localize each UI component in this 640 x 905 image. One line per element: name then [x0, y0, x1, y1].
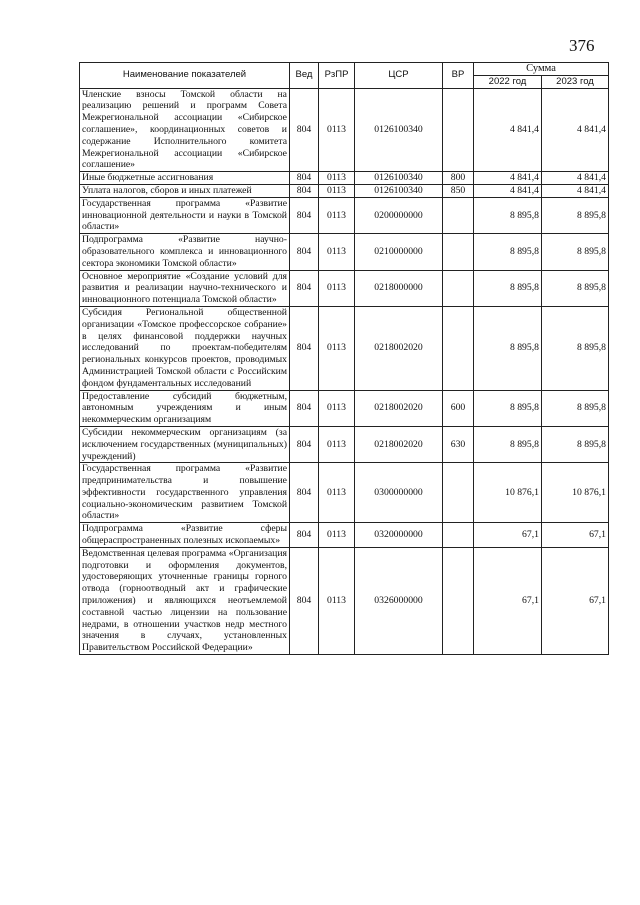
cell-ved: 804	[290, 88, 319, 172]
cell-ved: 804	[290, 547, 319, 654]
cell-ved: 804	[290, 270, 319, 306]
table-row	[80, 197, 609, 233]
cell-sum-2022: 8 895,8	[474, 234, 542, 270]
budget-table	[79, 62, 609, 655]
cell-ved: 804	[290, 184, 319, 197]
cell-sum-2022: 10 876,1	[474, 463, 542, 523]
header-csr: ЦСР	[355, 63, 443, 89]
cell-sum-2022: 8 895,8	[474, 306, 542, 390]
cell-csr: 0218002020	[355, 306, 443, 390]
cell-name: Субсидии некоммерческим организациям (за исключением государственных (муниципальных) учреждений)	[80, 426, 290, 462]
cell-sum-2022: 4 841,4	[474, 184, 542, 197]
cell-ved: 804	[290, 234, 319, 270]
cell-csr: 0300000000	[355, 463, 443, 523]
table-row	[80, 306, 609, 390]
cell-name: Субсидия Региональной общественной организации «Томское профессорское собрание» в целях финансовой поддержки научных исследований по проектам-победителям региональных конкурсов проектов, проводимых Администрацией Томской области с Российским фондом фундаментальных исследований	[80, 306, 290, 390]
cell-name: Основное мероприятие «Создание условий для развития и реализации научно-технического и инновационного потенциала Томской области»	[80, 270, 290, 306]
cell-csr: 0320000000	[355, 523, 443, 548]
cell-name: Иные бюджетные ассигнования	[80, 172, 290, 185]
cell-ved: 804	[290, 306, 319, 390]
cell-name: Ведомственная целевая программа «Организация подготовки и оформления документов, удостоверяющих уточненные границы горного отвода (горноотводный акт и графические приложения) и являющихся неотъемлемой составной частью лицензии на пользование недрами, в отношении участков недр местного значения в случаях, установленных Правительством Российской Федерации»	[80, 547, 290, 654]
cell-sum-2023: 8 895,8	[542, 306, 609, 390]
header-year-2022: 2022 год	[474, 75, 542, 88]
table-row	[80, 270, 609, 306]
cell-vr	[443, 547, 474, 654]
cell-sum-2023: 4 841,4	[542, 172, 609, 185]
cell-name: Государственная программа «Развитие инновационной деятельности и науки в Томской области»	[80, 197, 290, 233]
header-row	[80, 63, 609, 76]
cell-sum-2023: 4 841,4	[542, 184, 609, 197]
cell-sum-2022: 8 895,8	[474, 197, 542, 233]
cell-vr: 600	[443, 390, 474, 426]
cell-vr	[443, 270, 474, 306]
table-row	[80, 426, 609, 462]
cell-ved: 804	[290, 197, 319, 233]
cell-rzpr: 0113	[319, 184, 355, 197]
cell-ved: 804	[290, 426, 319, 462]
cell-rzpr: 0113	[319, 234, 355, 270]
cell-vr	[443, 197, 474, 233]
cell-csr: 0218002020	[355, 426, 443, 462]
cell-csr: 0326000000	[355, 547, 443, 654]
cell-name: Государственная программа «Развитие предпринимательства и повышение эффективности государственного управления социально-экономическим развитием Томской области»	[80, 463, 290, 523]
cell-name: Подпрограмма «Развитие научно-образовательного комплекса и инновационного сектора экономики Томской области»	[80, 234, 290, 270]
page-number: 376	[569, 36, 595, 55]
cell-rzpr: 0113	[319, 172, 355, 185]
cell-csr: 0126100340	[355, 88, 443, 172]
header-rzpr: РзПР	[319, 63, 355, 89]
cell-rzpr: 0113	[319, 463, 355, 523]
header-year-2023: 2023 год	[542, 75, 609, 88]
cell-sum-2023: 67,1	[542, 523, 609, 548]
cell-rzpr: 0113	[319, 523, 355, 548]
cell-vr	[443, 88, 474, 172]
header-sum: Сумма	[474, 63, 609, 76]
cell-sum-2023: 8 895,8	[542, 197, 609, 233]
cell-name: Уплата налогов, сборов и иных платежей	[80, 184, 290, 197]
table-row	[80, 523, 609, 548]
cell-vr	[443, 306, 474, 390]
header-vr: ВР	[443, 63, 474, 89]
cell-csr: 0200000000	[355, 197, 443, 233]
cell-sum-2023: 8 895,8	[542, 270, 609, 306]
cell-csr: 0218002020	[355, 390, 443, 426]
cell-sum-2022: 67,1	[474, 523, 542, 548]
cell-sum-2022: 4 841,4	[474, 88, 542, 172]
cell-rzpr: 0113	[319, 306, 355, 390]
cell-vr	[443, 234, 474, 270]
cell-rzpr: 0113	[319, 390, 355, 426]
cell-sum-2022: 8 895,8	[474, 270, 542, 306]
cell-ved: 804	[290, 463, 319, 523]
table-row	[80, 390, 609, 426]
cell-rzpr: 0113	[319, 270, 355, 306]
cell-csr: 0218000000	[355, 270, 443, 306]
cell-vr: 630	[443, 426, 474, 462]
cell-vr	[443, 463, 474, 523]
cell-csr: 0126100340	[355, 184, 443, 197]
cell-name: Предоставление субсидий бюджетным, автономным учреждениям и иным некоммерческим организациям	[80, 390, 290, 426]
cell-sum-2022: 8 895,8	[474, 390, 542, 426]
table-row	[80, 463, 609, 523]
cell-sum-2023: 8 895,8	[542, 234, 609, 270]
cell-rzpr: 0113	[319, 197, 355, 233]
table-row	[80, 172, 609, 185]
cell-sum-2022: 67,1	[474, 547, 542, 654]
cell-rzpr: 0113	[319, 547, 355, 654]
cell-rzpr: 0113	[319, 88, 355, 172]
cell-csr: 0210000000	[355, 234, 443, 270]
cell-sum-2023: 8 895,8	[542, 390, 609, 426]
table-body	[80, 88, 609, 654]
cell-rzpr: 0113	[319, 426, 355, 462]
cell-sum-2022: 8 895,8	[474, 426, 542, 462]
cell-ved: 804	[290, 390, 319, 426]
header-ved: Вед	[290, 63, 319, 89]
cell-vr: 800	[443, 172, 474, 185]
cell-sum-2023: 10 876,1	[542, 463, 609, 523]
cell-name: Членские взносы Томской области на реализацию решений и программ Совета Межрегиональной ассоциации «Сибирское соглашение», координационных советов и содержание Исполнительного комитета Межрегиональной ассоциации «Сибирское соглашение»	[80, 88, 290, 172]
header-name: Наименование показателей	[80, 63, 290, 89]
table-row	[80, 88, 609, 172]
table-row	[80, 547, 609, 654]
cell-sum-2023: 4 841,4	[542, 88, 609, 172]
cell-vr: 850	[443, 184, 474, 197]
table-row	[80, 234, 609, 270]
cell-sum-2022: 4 841,4	[474, 172, 542, 185]
table-row	[80, 184, 609, 197]
cell-ved: 804	[290, 523, 319, 548]
cell-ved: 804	[290, 172, 319, 185]
cell-csr: 0126100340	[355, 172, 443, 185]
cell-vr	[443, 523, 474, 548]
cell-sum-2023: 67,1	[542, 547, 609, 654]
cell-name: Подпрограмма «Развитие сферы общераспространенных полезных ископаемых»	[80, 523, 290, 548]
cell-sum-2023: 8 895,8	[542, 426, 609, 462]
